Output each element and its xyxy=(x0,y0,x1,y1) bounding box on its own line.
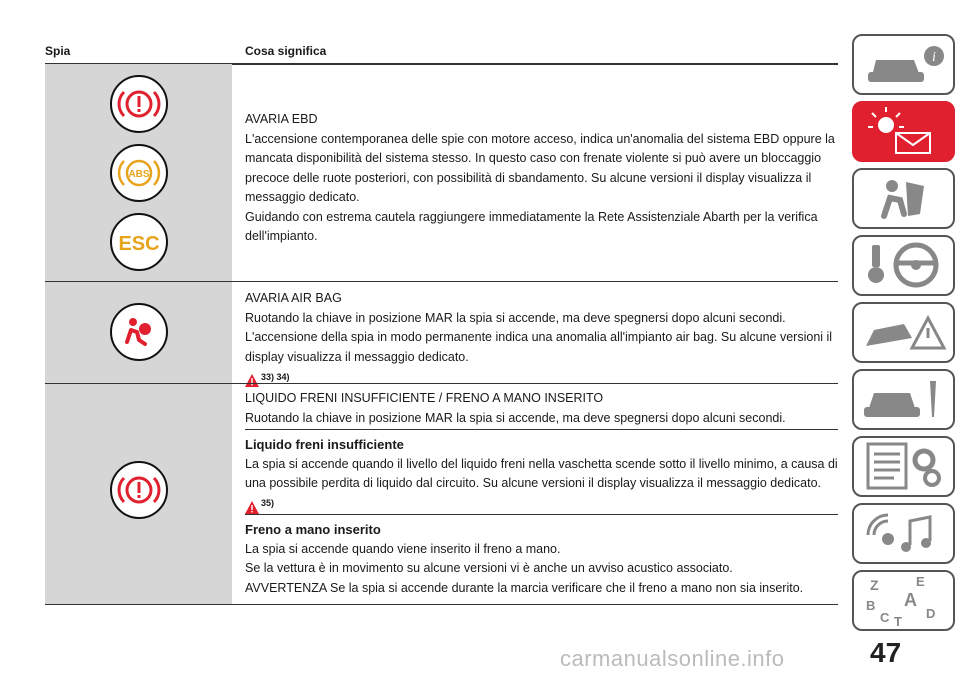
abs-warning-icon xyxy=(109,143,169,203)
row-ebd-text xyxy=(245,110,840,247)
index-letter: Z xyxy=(870,577,879,593)
airbag-warning-icon xyxy=(109,302,169,362)
warning-triangle-icon xyxy=(245,501,259,514)
abs-label: ABS xyxy=(128,169,150,180)
footer-watermark: carmanualsonline.info xyxy=(560,646,785,671)
index-letter: E xyxy=(916,574,925,589)
row-airbag-paragraph: L'accensione della spia in modo permanente indica una anomalia all'impianto air bag. Su alcune versioni il display visualizza il messaggio dedicato. xyxy=(245,330,833,364)
brake-warning-icon xyxy=(109,74,169,134)
sub-section-line: La spia si accende quando viene inserito il freno a mano. xyxy=(245,541,561,556)
row-brake-fluid-text xyxy=(245,389,840,428)
warning-triangle-icon xyxy=(245,374,259,387)
svg-text:i: i xyxy=(932,50,936,65)
sub-section-handbrake xyxy=(245,520,840,598)
index-letter: D xyxy=(926,606,936,621)
sub-section-title: Liquido freni insufficiente xyxy=(245,437,404,452)
row-ebd-title: AVARIA EBD xyxy=(245,112,318,126)
sub-section-line: AVVERTENZA Se la spia si accende durante la marcia verificare che il freno a mano non sia inserito. xyxy=(245,580,804,595)
index-icon[interactable] xyxy=(852,570,955,631)
column-header-spia: Spia xyxy=(45,44,71,58)
row-divider xyxy=(45,383,838,384)
page-number: 47 xyxy=(870,637,902,668)
index-letter: T xyxy=(894,614,902,629)
reference-numbers: 35) xyxy=(261,498,275,508)
esc-label: ESC xyxy=(118,233,160,255)
multimedia-icon[interactable] xyxy=(852,503,955,564)
warning-lights-icon[interactable] xyxy=(852,101,955,162)
column-header-significato: Cosa significa xyxy=(245,44,327,58)
index-letter: C xyxy=(880,610,890,625)
safety-icon[interactable] xyxy=(852,168,955,229)
index-letter: A xyxy=(904,590,917,610)
sub-section-title: Freno a mano inserito xyxy=(245,522,381,537)
esc-warning-icon xyxy=(109,212,169,272)
sub-section-paragraph: La spia si accende quando il livello del liquido freni nella vaschetta scende sotto il livello minimo, a causa di una possibile perdita di liquido dal circuito. Su alcune versioni il display visualizza il messaggio dedicato. xyxy=(245,456,838,490)
row-brake-fluid-paragraph: Ruotando la chiave in posizione MAR la spia si accende, ma deve spegnersi dopo alcuni secondi. xyxy=(245,410,786,425)
steering-wheel-icon[interactable] xyxy=(852,235,955,296)
reference-marker xyxy=(245,496,840,514)
emergency-icon[interactable] xyxy=(852,302,955,363)
car-maintenance-icon[interactable] xyxy=(852,369,955,430)
brake-warning-icon xyxy=(109,460,169,520)
row-ebd-paragraph: L'accensione contemporanea delle spie con motore acceso, indica un'anomalia del sistema EBD oppure la mancata disponibilità del sistema stesso. In questo caso con frenate violente si può avere un bloccaggio precoce delle ruote posteriori, con possibilità di sbandamento. Su alcune versioni il display visualizza il messaggio dedicato. xyxy=(245,131,835,204)
reference-marker xyxy=(245,369,840,387)
table-bottom-rule xyxy=(45,604,838,605)
specifications-icon[interactable] xyxy=(852,436,955,497)
row-ebd-paragraph: Guidando con estrema cautela raggiungere immediatamente la Rete Assistenziale Abarth per la verifica dell'impianto. xyxy=(245,209,818,243)
sub-section-line: Se la vettura è in movimento su alcune versioni vi è anche un avviso acustico associato. xyxy=(245,561,733,575)
sub-divider xyxy=(245,514,838,515)
index-letter: B xyxy=(866,598,876,613)
row-airbag-text xyxy=(245,289,840,387)
row-divider xyxy=(45,281,838,282)
row-brake-fluid-title: LIQUIDO FRENI INSUFFICIENTE / FRENO A MANO INSERITO xyxy=(245,391,604,405)
car-info-icon[interactable] xyxy=(852,34,955,95)
sub-section-low-fluid xyxy=(245,435,840,514)
sub-divider xyxy=(245,429,838,430)
reference-numbers: 33) 34) xyxy=(261,371,290,382)
row-airbag-paragraph: Ruotando la chiave in posizione MAR la spia si accende, ma deve spegnersi dopo alcuni secondi. xyxy=(245,310,786,325)
row-airbag-title: AVARIA AIR BAG xyxy=(245,291,342,305)
